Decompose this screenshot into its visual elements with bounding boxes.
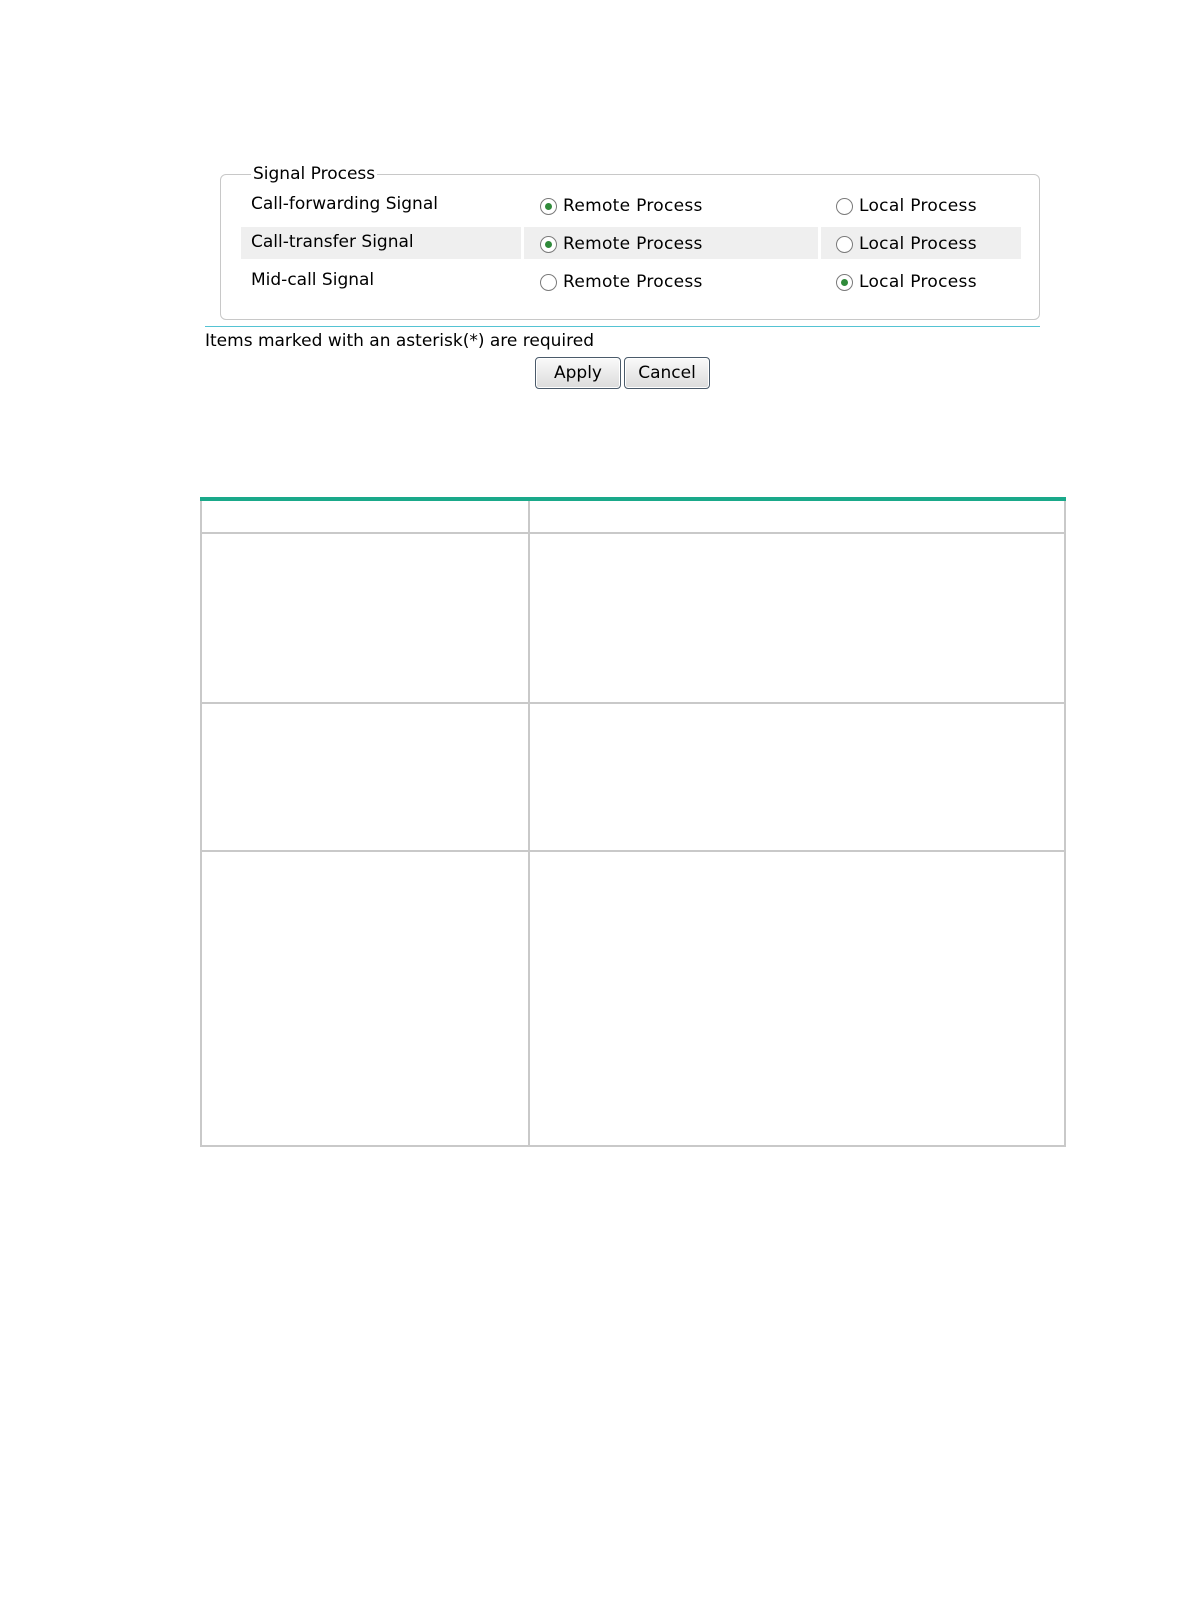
table-header-divider: [200, 532, 1066, 534]
radio-unselected-icon[interactable]: [540, 274, 557, 291]
table-row-divider: [200, 702, 1066, 704]
local-process-cell: [821, 189, 1021, 221]
table-row-divider: [200, 850, 1066, 852]
radio-selected-icon[interactable]: [836, 274, 853, 291]
table-frame: [200, 501, 1066, 1147]
row-label: Call-forwarding Signal: [251, 194, 438, 214]
radio-selected-icon[interactable]: [540, 198, 557, 215]
form-separator: [205, 326, 1040, 327]
cancel-button[interactable]: Cancel: [624, 357, 710, 389]
radio-label: Remote Process: [563, 234, 703, 254]
remote-process-cell: [524, 189, 818, 221]
call-forwarding-remote-radio[interactable]: [540, 189, 703, 223]
local-process-cell: [821, 265, 1021, 297]
row-mid-call-signal: [241, 265, 1021, 297]
row-call-forwarding-signal: [241, 189, 1021, 221]
row-call-transfer-signal: [241, 227, 1021, 259]
call-forwarding-local-radio[interactable]: [836, 189, 977, 223]
row-label: Call-transfer Signal: [241, 227, 521, 259]
radio-label: Local Process: [859, 272, 977, 292]
radio-selected-icon[interactable]: [540, 236, 557, 253]
apply-button[interactable]: Apply: [535, 357, 621, 389]
mid-call-remote-radio[interactable]: [540, 265, 703, 299]
description-table: [200, 497, 1066, 1147]
radio-label: Remote Process: [563, 272, 703, 292]
radio-label: Local Process: [859, 234, 977, 254]
call-transfer-local-radio[interactable]: [836, 227, 977, 261]
radio-label: Remote Process: [563, 196, 703, 216]
mid-call-local-radio[interactable]: [836, 265, 977, 299]
radio-label: Local Process: [859, 196, 977, 216]
call-transfer-remote-radio[interactable]: [540, 227, 703, 261]
radio-unselected-icon[interactable]: [836, 236, 853, 253]
row-label: Mid-call Signal: [251, 270, 375, 290]
table-column-divider: [528, 501, 530, 1147]
local-process-cell: [821, 227, 1021, 259]
signal-process-fieldset: [220, 164, 1040, 320]
required-note: Items marked with an asterisk(*) are required: [205, 331, 594, 351]
fieldset-legend: Signal Process: [253, 164, 376, 184]
remote-process-cell: [524, 265, 818, 297]
radio-unselected-icon[interactable]: [836, 198, 853, 215]
remote-process-cell: [524, 227, 818, 259]
